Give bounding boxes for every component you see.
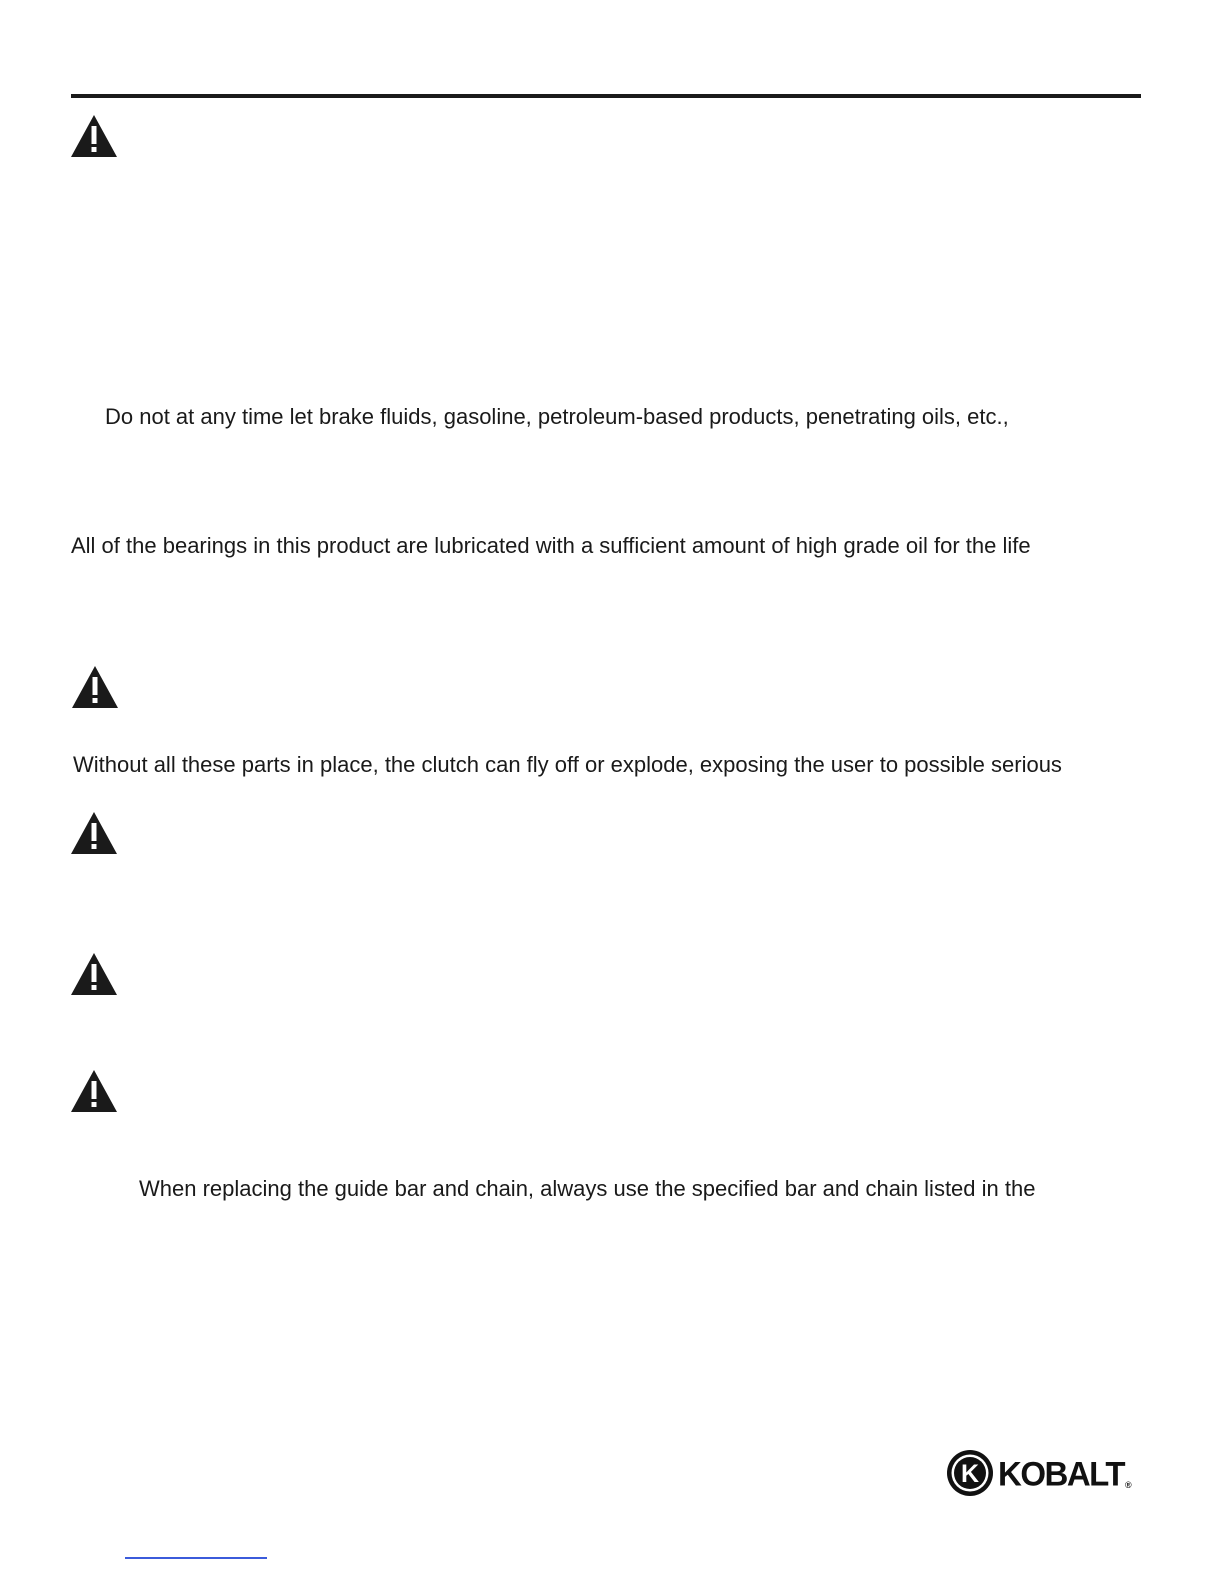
warning-triangle-icon <box>70 1069 118 1113</box>
paragraph-fluids-warning: Do not at any time let brake fluids, gasoline, petroleum-based products, penetrating oils, etc., <box>105 404 1009 429</box>
logo-mark-letter: K <box>960 1460 980 1488</box>
warning-triangle-icon <box>70 952 118 996</box>
paragraph-guide-bar: When replacing the guide bar and chain, always use the specified bar and chain listed in the <box>139 1176 1036 1201</box>
kobalt-logo <box>946 1446 1142 1500</box>
warning-triangle-icon <box>71 665 119 709</box>
top-rule <box>71 94 1141 98</box>
kobalt-k-logo-icon <box>946 1449 994 1497</box>
warning-triangle-icon <box>70 114 118 158</box>
brand-name: KOBALT <box>998 1453 1125 1493</box>
registered-mark: ® <box>1125 1480 1132 1490</box>
bottom-link-underline[interactable] <box>125 1557 267 1559</box>
paragraph-clutch-warning: Without all these parts in place, the clutch can fly off or explode, exposing the user to possible serious <box>73 752 1062 777</box>
warning-triangle-icon <box>70 811 118 855</box>
paragraph-bearings: All of the bearings in this product are lubricated with a sufficient amount of high grade oil for the life <box>71 533 1031 558</box>
